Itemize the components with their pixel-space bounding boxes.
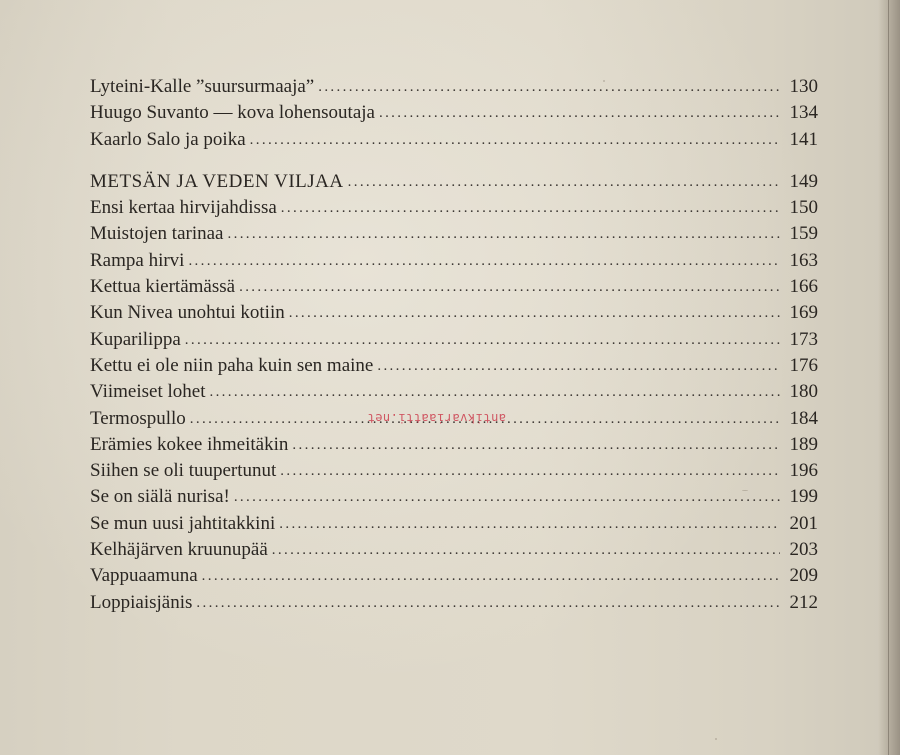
toc-entry: [90, 432, 818, 458]
toc-entry: [90, 221, 818, 247]
paper-speck: [715, 738, 717, 740]
toc-entry-title: Se mun uusi jahtitakkini: [90, 512, 276, 534]
toc-entry-page: 203: [789, 539, 818, 561]
toc-entry-title: Kuparilippa: [90, 328, 181, 350]
table-of-contents: [90, 74, 818, 616]
toc-entry-page: 180: [789, 381, 818, 403]
toc-entry-page: 130: [789, 76, 818, 97]
toc-entry-title: Vappuaamuna: [90, 565, 198, 587]
toc-entry-title: Kettua kiertämässä: [90, 276, 236, 298]
toc-entry-page: 150: [789, 197, 818, 219]
toc-entry-page: 201: [789, 512, 818, 534]
toc-entry-title: Viimeiset lohet: [90, 381, 206, 403]
dot-leader: [318, 74, 780, 100]
dot-leader: [379, 100, 780, 126]
page-edge-line: [888, 0, 889, 755]
toc-entry-title: Lyteini-Kalle ”suursurmaaja”: [90, 76, 315, 97]
toc-entry: [90, 406, 818, 432]
toc-entry: [90, 511, 818, 537]
toc-entry-title: Kaarlo Salo ja poika: [90, 128, 246, 150]
toc-entry-page: 166: [789, 276, 818, 298]
dot-leader: [250, 127, 780, 153]
toc-entry: [90, 353, 818, 379]
section-page: 149: [789, 170, 818, 192]
toc-entry-title: Termospullo: [90, 407, 186, 429]
toc-entry: [90, 300, 818, 326]
toc-entry-page: 169: [789, 302, 818, 324]
page-edge-shadow: [878, 0, 900, 755]
toc-entry-title: Kettu ei ole niin paha kuin sen maine: [90, 354, 374, 376]
toc-entry: [90, 274, 818, 300]
toc-entry: [90, 195, 818, 221]
dot-leader: [279, 511, 780, 537]
toc-entry-page: 163: [789, 249, 818, 271]
toc-entry-page: 184: [789, 407, 818, 429]
dot-leader: [280, 458, 780, 484]
toc-entry: [90, 537, 818, 563]
toc-entry-title: Kelhäjärven kruunupää: [90, 539, 268, 561]
toc-entry: [90, 74, 818, 100]
toc-entry: [90, 590, 818, 616]
toc-entry-title: Kun Nivea unohtui kotiin: [90, 302, 285, 324]
toc-entry-title: Siihen se oli tuupertunut: [90, 460, 277, 482]
toc-entry-page: 176: [789, 354, 818, 376]
dot-leader: [272, 537, 780, 563]
toc-entry-page: 209: [789, 565, 818, 587]
dot-leader: [188, 248, 780, 274]
dot-leader: [281, 195, 780, 221]
dot-leader: [196, 590, 780, 616]
toc-entry-title: Erämies kokee ihmeitäkin: [90, 433, 289, 455]
toc-entry: [90, 458, 818, 484]
toc-section-heading: [90, 169, 818, 195]
dot-leader: [202, 563, 780, 589]
toc-entry: [90, 484, 818, 510]
toc-entry-page: 189: [789, 433, 818, 455]
toc-entry-title: Loppiaisjänis: [90, 591, 193, 613]
dot-leader: [292, 432, 780, 458]
toc-entry: [90, 379, 818, 405]
toc-entry-page: 199: [789, 486, 818, 508]
toc-entry-page: 173: [789, 328, 818, 350]
toc-entry-page: 159: [789, 223, 818, 245]
toc-entry-title: Ensi kertaa hirvijahdissa: [90, 197, 277, 219]
toc-entry: [90, 563, 818, 589]
watermark: antikvariaatti.net: [367, 411, 507, 425]
toc-entry-title: Se on siälä nurisa!: [90, 486, 230, 508]
toc-entry: [90, 327, 818, 353]
toc-entry-page: 141: [789, 128, 818, 150]
toc-entry: [90, 248, 818, 274]
toc-entry-page: 134: [789, 102, 818, 124]
dot-leader: [209, 379, 780, 405]
toc-entry-page: 196: [789, 460, 818, 482]
section-title: METSÄN JA VEDEN VILJAA: [90, 170, 344, 192]
dot-leader: [348, 169, 780, 195]
dot-leader: [185, 327, 780, 353]
dot-leader: [190, 406, 780, 432]
dot-leader: [239, 274, 780, 300]
toc-entry: [90, 100, 818, 126]
toc-entry-title: Muistojen tarinaa: [90, 223, 224, 245]
toc-entry-title: Rampa hirvi: [90, 249, 185, 271]
toc-entry-title: Huugo Suvanto — kova lohensoutaja: [90, 102, 375, 124]
dot-leader: [228, 221, 781, 247]
dot-leader: [289, 300, 780, 326]
dot-leader: [234, 484, 780, 510]
toc-entry: [90, 127, 818, 153]
toc-entry-page: 212: [789, 591, 818, 613]
dot-leader: [377, 353, 780, 379]
